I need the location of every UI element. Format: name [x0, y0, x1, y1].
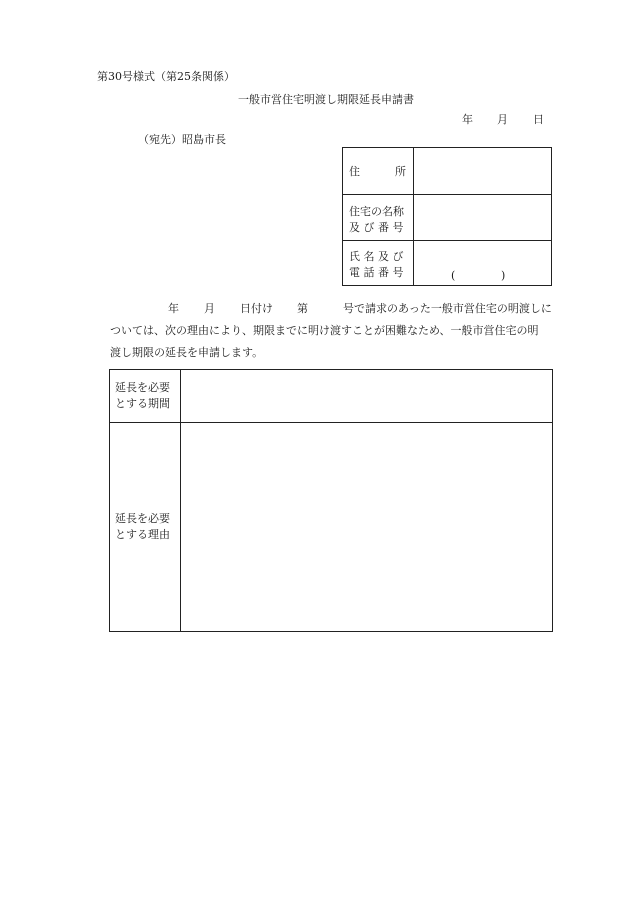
phone-paren-close: ) — [501, 269, 506, 282]
address-label-1: 住 — [349, 165, 360, 178]
phone-paren-open: ( — [451, 269, 456, 282]
housing-name-label-line1: 住宅の名称 — [349, 205, 404, 218]
extension-period-field[interactable] — [181, 370, 552, 422]
housing-name-label-line2: 及 び 番 号 — [349, 221, 404, 234]
addressee: （宛先）昭島市長 — [138, 133, 226, 146]
date-month-label: 月 — [497, 113, 508, 126]
body-month-label: 月 — [204, 302, 215, 315]
extension-reason-label-line1: 延長を必要 — [115, 512, 170, 525]
name-phone-field[interactable] — [414, 241, 551, 285]
date-year-label: 年 — [462, 113, 473, 126]
extension-reason-field[interactable] — [181, 423, 552, 631]
date-day-label: 日 — [533, 113, 544, 126]
body-line3: 渡し期限の延長を申請します。 — [110, 346, 264, 359]
body-number-prefix: 第 — [297, 302, 308, 315]
extension-period-label-line1: 延長を必要 — [115, 381, 170, 394]
body-line1-tail: 号で請求のあった一般市営住宅の明渡しに — [343, 302, 552, 315]
extension-table — [109, 369, 553, 632]
applicant-info-table — [342, 147, 552, 286]
page-title: 一般市営住宅明渡し期限延長申請書 — [238, 93, 414, 106]
name-phone-label-line2: 電 話 番 号 — [349, 266, 404, 279]
extension-reason-label-line2: とする理由 — [115, 528, 170, 541]
extension-period-label-line2: とする期間 — [115, 397, 170, 410]
body-line2: ついては、次の理由により、期限までに明け渡すことが困難なため、一般市営住宅の明 — [110, 324, 539, 337]
body-year-label: 年 — [168, 302, 179, 315]
name-phone-label-line1: 氏 名 及 び — [349, 250, 404, 263]
form-number: 第30号様式（第25条関係） — [97, 70, 235, 83]
housing-name-field[interactable] — [414, 195, 551, 240]
body-day-dated-label: 日付け — [240, 302, 273, 315]
address-field[interactable] — [414, 148, 551, 194]
address-label-2: 所 — [395, 165, 406, 178]
